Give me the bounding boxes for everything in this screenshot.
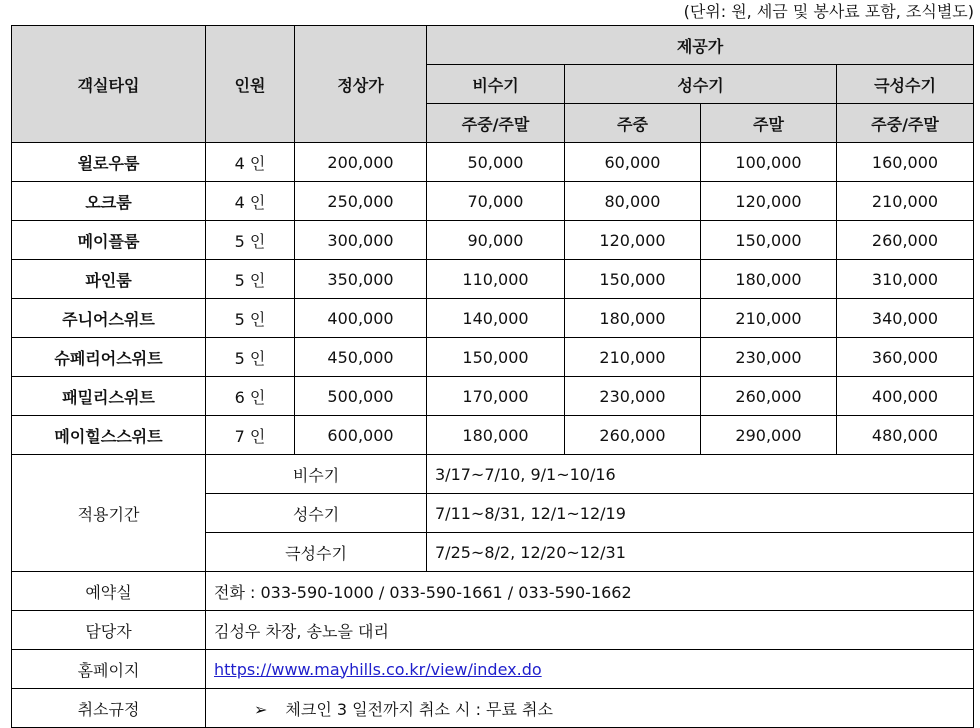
homepage-row: [12, 650, 974, 689]
regular-price: 200,000: [295, 143, 427, 182]
peak-weekend-price: 100,000: [701, 143, 837, 182]
regular-price: 450,000: [295, 338, 427, 377]
room-row: [12, 143, 974, 182]
super-peak-price: 260,000: [837, 221, 974, 260]
homepage-link[interactable]: https://www.mayhills.co.kr/view/index.do: [214, 659, 542, 679]
period-dates: 7/11~8/31, 12/1~12/19: [427, 494, 974, 533]
peak-weekday-price: 260,000: [565, 416, 701, 455]
period-label: 적용기간: [12, 455, 206, 572]
room-name: 파인룸: [12, 260, 206, 299]
super-peak-price: 360,000: [837, 338, 974, 377]
peak-weekday-price: 120,000: [565, 221, 701, 260]
manager-row: [12, 611, 974, 650]
reservation-row: [12, 572, 974, 611]
reservation-value: 전화 : 033-590-1000 / 033-590-1661 / 033-590-1662: [214, 582, 632, 602]
header-regular-price: 정상가: [295, 26, 427, 143]
room-row: [12, 299, 974, 338]
peak-weekday-price: 60,000: [565, 143, 701, 182]
regular-price: 300,000: [295, 221, 427, 260]
room-name: 패밀리스위트: [12, 377, 206, 416]
room-name: 메이플룸: [12, 221, 206, 260]
reservation-cell: [206, 572, 974, 611]
room-persons: 5 인: [206, 338, 295, 377]
peak-weekday-price: 80,000: [565, 182, 701, 221]
homepage-cell: [206, 650, 974, 689]
cancellation-value: 체크인 3 일전까지 취소 시 : 무료 취소: [285, 699, 553, 719]
header-low-weekday-weekend: 주중/주말: [427, 104, 565, 143]
regular-price: 400,000: [295, 299, 427, 338]
room-name: 오크룸: [12, 182, 206, 221]
regular-price: 600,000: [295, 416, 427, 455]
cancellation-cell: [206, 689, 974, 728]
low-season-price: 140,000: [427, 299, 565, 338]
low-season-price: 110,000: [427, 260, 565, 299]
manager-value: 김성우 차장, 송노을 대리: [214, 621, 389, 641]
room-persons: 4 인: [206, 182, 295, 221]
room-name: 메이힐스스위트: [12, 416, 206, 455]
header-super-weekday-weekend: 주중/주말: [837, 104, 974, 143]
arrow-bullet-icon: ➢: [254, 699, 268, 719]
period-season: 비수기: [206, 455, 427, 494]
low-season-price: 150,000: [427, 338, 565, 377]
cancellation-row: [12, 689, 974, 728]
room-persons: 4 인: [206, 143, 295, 182]
room-row: [12, 221, 974, 260]
period-season: 성수기: [206, 494, 427, 533]
peak-weekday-price: 150,000: [565, 260, 701, 299]
peak-weekend-price: 290,000: [701, 416, 837, 455]
header-persons: 인원: [206, 26, 295, 143]
room-name: 윌로우룸: [12, 143, 206, 182]
room-persons: 5 인: [206, 221, 295, 260]
super-peak-price: 210,000: [837, 182, 974, 221]
room-row: [12, 377, 974, 416]
room-row: [12, 260, 974, 299]
low-season-price: 180,000: [427, 416, 565, 455]
super-peak-price: 340,000: [837, 299, 974, 338]
header-room-type: 객실타입: [12, 26, 206, 143]
period-row: [12, 455, 974, 494]
regular-price: 500,000: [295, 377, 427, 416]
peak-weekday-price: 230,000: [565, 377, 701, 416]
room-name: 주니어스위트: [12, 299, 206, 338]
manager-label: 담당자: [12, 611, 206, 650]
homepage-label: 홈페이지: [12, 650, 206, 689]
super-peak-price: 400,000: [837, 377, 974, 416]
low-season-price: 50,000: [427, 143, 565, 182]
header-offer-price: 제공가: [427, 26, 974, 65]
header-peak-weekday: 주중: [565, 104, 701, 143]
period-dates: 7/25~8/2, 12/20~12/31: [427, 533, 974, 572]
regular-price: 250,000: [295, 182, 427, 221]
peak-weekend-price: 180,000: [701, 260, 837, 299]
peak-weekday-price: 210,000: [565, 338, 701, 377]
room-row: [12, 182, 974, 221]
room-persons: 5 인: [206, 260, 295, 299]
peak-weekend-price: 260,000: [701, 377, 837, 416]
low-season-price: 170,000: [427, 377, 565, 416]
peak-weekend-price: 150,000: [701, 221, 837, 260]
rate-table: [11, 25, 974, 728]
super-peak-price: 480,000: [837, 416, 974, 455]
peak-weekend-price: 210,000: [701, 299, 837, 338]
period-dates: 3/17~7/10, 9/1~10/16: [427, 455, 974, 494]
peak-weekend-price: 230,000: [701, 338, 837, 377]
regular-price: 350,000: [295, 260, 427, 299]
unit-note: (단위: 원, 세금 및 봉사료 포함, 조식별도): [683, 2, 974, 21]
cancellation-label: 취소규정: [12, 689, 206, 728]
manager-cell: [206, 611, 974, 650]
header-peak-season: 성수기: [565, 65, 837, 104]
reservation-label: 예약실: [12, 572, 206, 611]
low-season-price: 90,000: [427, 221, 565, 260]
room-persons: 6 인: [206, 377, 295, 416]
header-peak-weekend: 주말: [701, 104, 837, 143]
header-row-1: [12, 26, 974, 65]
peak-weekend-price: 120,000: [701, 182, 837, 221]
room-persons: 5 인: [206, 299, 295, 338]
room-row: [12, 338, 974, 377]
room-persons: 7 인: [206, 416, 295, 455]
room-row: [12, 416, 974, 455]
header-low-season: 비수기: [427, 65, 565, 104]
period-season: 극성수기: [206, 533, 427, 572]
header-super-peak: 극성수기: [837, 65, 974, 104]
super-peak-price: 310,000: [837, 260, 974, 299]
super-peak-price: 160,000: [837, 143, 974, 182]
peak-weekday-price: 180,000: [565, 299, 701, 338]
low-season-price: 70,000: [427, 182, 565, 221]
room-name: 슈페리어스위트: [12, 338, 206, 377]
